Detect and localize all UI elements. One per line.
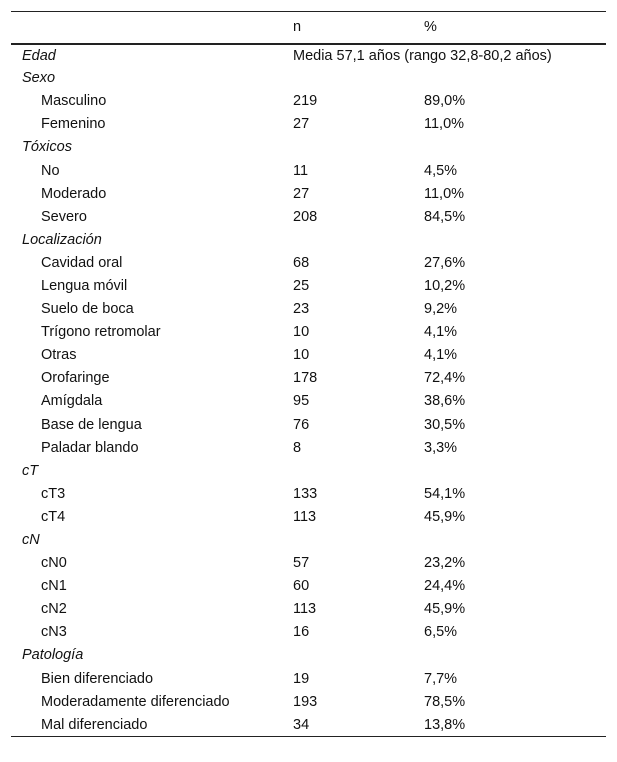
row-percent-value: 89,0%	[424, 93, 466, 110]
row-percent-value: 11,0%	[424, 185, 465, 202]
row-label: No	[41, 162, 60, 179]
row-percent-value: 45,9%	[424, 601, 466, 618]
header-label-cell	[11, 12, 282, 44]
row-n-value: 34	[282, 713, 413, 736]
group-heading: cT	[22, 462, 39, 479]
row-percent-value: 54,1%	[424, 485, 466, 502]
header-n-cell: n	[282, 12, 413, 44]
row-n-value: 16	[293, 624, 310, 641]
row-n-value: 113	[293, 508, 317, 525]
row-percent-value: 10,2%	[424, 277, 466, 294]
table-row	[11, 113, 606, 136]
table-row	[11, 298, 606, 321]
row-label: Mal diferenciado	[11, 713, 282, 736]
table-row	[11, 90, 606, 113]
table-row	[11, 390, 606, 413]
row-label: Severo	[41, 208, 87, 225]
row-label: Paladar blando	[41, 439, 139, 456]
row-percent-value: 7,7%	[424, 670, 458, 687]
table-row	[11, 205, 606, 228]
row-n-value: 113	[293, 601, 317, 618]
row-n-value: 8	[293, 439, 302, 456]
row-percent-value: 84,5%	[424, 208, 466, 225]
table-row	[11, 482, 606, 505]
row-label: Amígdala	[41, 393, 103, 410]
row-label: Edad	[22, 47, 56, 64]
row-n-value: 25	[293, 277, 310, 294]
table-row-summary	[11, 44, 606, 67]
table-row-group	[11, 136, 606, 159]
row-label: Cavidad oral	[41, 254, 123, 271]
row-percent-value: 72,4%	[424, 370, 466, 387]
group-heading: Sexo	[22, 70, 56, 87]
row-label: Suelo de boca	[41, 301, 134, 318]
row-percent-value: 4,5%	[424, 162, 458, 179]
row-percent-value: 38,6%	[424, 393, 466, 410]
row-percent-value: 27,6%	[424, 254, 466, 271]
table-row	[11, 598, 606, 621]
table-row	[11, 367, 606, 390]
row-percent-value: 78,5%	[424, 693, 466, 710]
row-percent-value: 6,5%	[424, 624, 458, 641]
row-percent-value: 9,2%	[424, 301, 458, 318]
row-n-value: 133	[293, 485, 318, 502]
table-row	[11, 667, 606, 690]
row-n-value: 57	[293, 555, 310, 572]
table-row-group	[11, 67, 606, 90]
group-heading: Patología	[22, 647, 84, 664]
row-percent-value: 11,0%	[424, 116, 465, 133]
row-n-value: 11	[293, 162, 309, 179]
row-label: Otras	[41, 347, 77, 364]
group-heading: Localización	[22, 231, 102, 248]
table-row	[11, 274, 606, 297]
table-row	[11, 505, 606, 528]
row-n-value: 23	[293, 301, 310, 318]
row-label: Trígono retromolar	[41, 324, 161, 341]
row-n-value: 60	[293, 578, 310, 595]
table-row	[11, 552, 606, 575]
row-label: Orofaringe	[41, 370, 110, 387]
table-row	[11, 344, 606, 367]
patient-characteristics-table	[11, 11, 606, 737]
table-row-group	[11, 459, 606, 482]
row-label: cT4	[41, 508, 66, 525]
table-row	[11, 621, 606, 644]
table-header	[11, 12, 606, 44]
table-body	[11, 44, 606, 737]
row-n-value: 68	[293, 254, 310, 271]
table-row	[11, 690, 606, 713]
row-label: Bien diferenciado	[41, 670, 154, 687]
row-percent-value: 45,9%	[424, 508, 466, 525]
row-summary-value: Media 57,1 años (rango 32,8-80,2 años)	[293, 47, 552, 64]
table-row	[11, 575, 606, 598]
row-n-value: 27	[293, 116, 310, 133]
row-percent-value: 4,1%	[424, 347, 458, 364]
row-label: cT3	[41, 485, 66, 502]
row-n-value: 178	[293, 370, 318, 387]
table-row	[11, 159, 606, 182]
row-percent-value: 4,1%	[424, 324, 458, 341]
row-n-value: 193	[293, 693, 318, 710]
table-row-group	[11, 644, 606, 667]
header-row	[11, 12, 606, 44]
table-row-group	[11, 528, 606, 551]
row-percent-value: 24,4%	[424, 578, 466, 595]
table-row	[11, 413, 606, 436]
row-n-value: 76	[293, 416, 310, 433]
row-n-value: 219	[293, 93, 318, 110]
row-percent-value: 23,2%	[424, 555, 466, 572]
table-row	[11, 713, 606, 736]
row-label: Moderado	[41, 185, 107, 202]
table-row	[11, 321, 606, 344]
header-percent-cell: %	[413, 12, 606, 44]
row-label: Masculino	[41, 93, 107, 110]
row-label: cN0	[41, 555, 67, 572]
row-n-value: 95	[293, 393, 310, 410]
row-n-value: 10	[293, 347, 310, 364]
table-container	[11, 11, 606, 737]
row-label: Base de lengua	[41, 416, 142, 433]
row-label: Moderadamente diferenciado	[41, 693, 230, 710]
row-label: cN2	[41, 601, 67, 618]
row-percent-value: 13,8%	[413, 713, 606, 736]
table-row-group	[11, 228, 606, 251]
table-row	[11, 251, 606, 274]
row-n-value: 19	[293, 670, 310, 687]
row-label: cN3	[41, 624, 67, 641]
row-n-value: 27	[293, 185, 310, 202]
table-row	[11, 182, 606, 205]
row-n-value: 208	[293, 208, 318, 225]
row-percent-value: 3,3%	[424, 439, 458, 456]
row-n-value: 10	[293, 324, 310, 341]
row-label: Femenino	[41, 116, 106, 133]
group-heading: Tóxicos	[22, 139, 72, 156]
group-heading: cN	[22, 532, 40, 549]
row-percent-value: 30,5%	[424, 416, 466, 433]
row-label: cN1	[41, 578, 67, 595]
row-label: Lengua móvil	[41, 277, 128, 294]
table-row	[11, 436, 606, 459]
